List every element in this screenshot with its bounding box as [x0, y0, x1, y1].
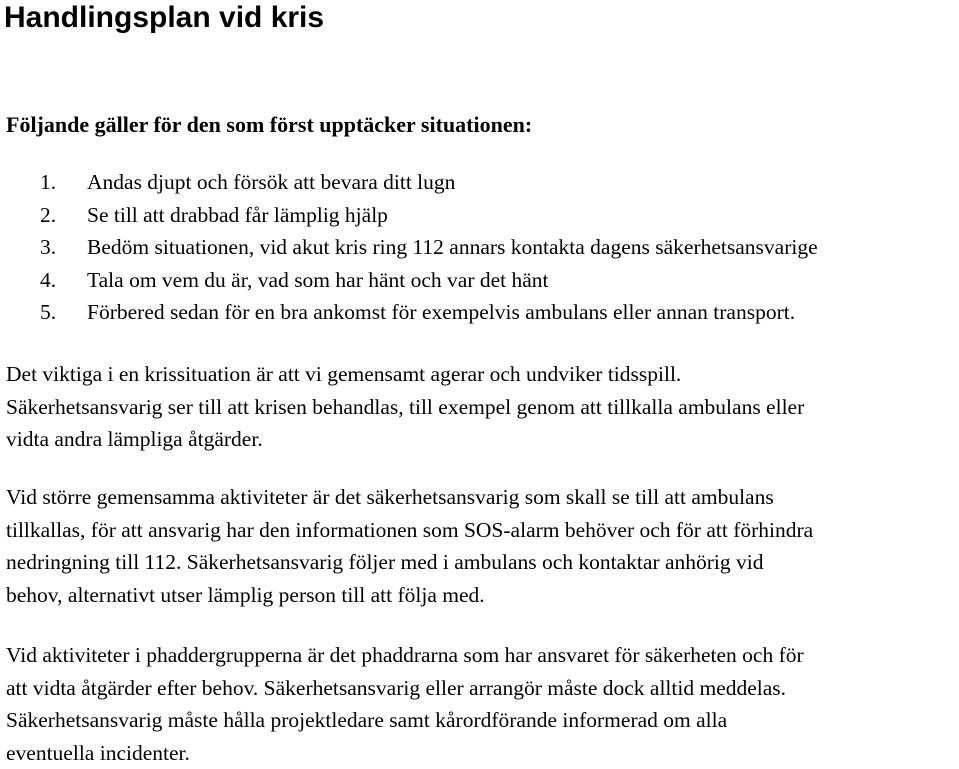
- paragraph-line: att vidta åtgärder efter behov. Säkerhetsansvarig eller arrangör måste dock alltid meddelas.: [6, 675, 787, 700]
- paragraph-line: Vid större gemensamma aktiviteter är det säkerhetsansvarig som skall se till att ambulans: [6, 485, 774, 509]
- step-text: Bedöm situationen, vid akut kris ring 112 annars kontakta dagens säkerhetsansvarige: [87, 235, 818, 260]
- page-title: Handlingsplan vid kris: [4, 1, 325, 34]
- step-text: Se till att drabbad får lämplig hjälp: [87, 202, 388, 227]
- step-number: 3.: [40, 235, 57, 260]
- paragraph-line: eventuella incidenter.: [6, 740, 190, 765]
- step-number: 1.: [40, 170, 57, 194]
- paragraph-line: tillkallas, för att ansvarig har den informationen som SOS-alarm behöver och för att förhindra: [6, 517, 814, 542]
- paragraph-line: behov, alternativt utser lämplig person till att följa med.: [6, 582, 485, 607]
- paragraph-line: Det viktiga i en krissituation är att vi gemensamt agerar och undviker tidsspill.: [6, 362, 682, 386]
- paragraph-crisis-importance: [6, 358, 958, 456]
- paragraph-line: Säkerhetsansvarig ser till att krisen behandlas, till exempel genom att tillkalla ambulans eller: [6, 394, 805, 419]
- step-number: 4.: [40, 267, 57, 292]
- paragraph-phadder-groups: [6, 639, 958, 769]
- step-text: Förbered sedan för en bra ankomst för exempelvis ambulans eller annan transport.: [87, 300, 796, 325]
- paragraph-line: Vid aktiviteter i phaddergrupperna är det phaddrarna som har ansvaret för säkerheten och för: [6, 643, 804, 667]
- step-text: Andas djupt och försök att bevara ditt lugn: [87, 170, 456, 194]
- step-text: Tala om vem du är, vad som har hänt och var det hänt: [87, 267, 549, 292]
- paragraph-large-activities: [6, 481, 958, 611]
- paragraph-line: nedringning till 112. Säkerhetsansvarig följer med i ambulans och kontaktar anhörig vid: [6, 550, 764, 575]
- step-number: 5.: [40, 300, 57, 325]
- intro-heading: Följande gäller för den som först upptäcker situationen:: [6, 112, 533, 137]
- step-number: 2.: [40, 202, 57, 227]
- paragraph-line: Säkerhetsansvarig måste hålla projektledare samt kårordförande informerad om alla: [6, 708, 728, 733]
- paragraph-line: vidta andra lämpliga åtgärder.: [6, 427, 263, 452]
